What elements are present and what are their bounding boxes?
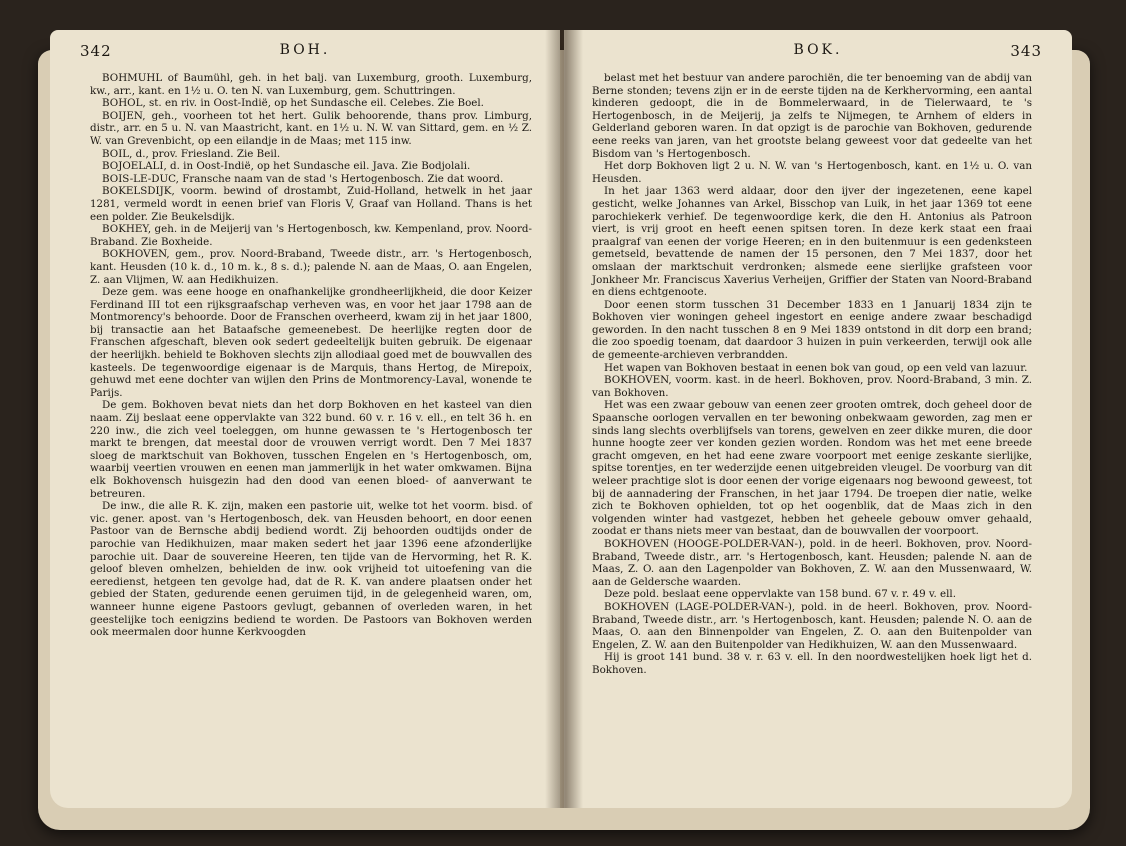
right-running-head: BOK. xyxy=(793,42,843,58)
paragraph: BOKELSDIJK, voorm. bewind of drostambt, Zuid-Holland, hetwelk in het jaar 1281, vermeld wordt in eenen brief van Floris V, Graaf van Holland. Thans is het een polder. Zie Beukelsdijk. xyxy=(90,185,532,223)
paragraph: Het wapen van Bokhoven bestaat in eenen bok van goud, op een veld van lazuur. xyxy=(604,361,1028,374)
paragraph: Het was een zwaar gebouw van eenen zeer grooten omtrek, doch geheel door de Spaansche oorlogen vervallen en ter bewoning onbekwaam geworden, zag men er sinds lang slechts overblijfsels van torens, gewelven en zeer dikke muren, die door hunne hoogte zeer ver konden gezien worden. Rondom was het met eene breede gracht omgeven, en het had eene zware voorpoort met eenige zeskante sierlijke, spitse torentjes, en ter wederzijde eenen uitgebreiden vleugel. De voorburg van dit weleer prachtige slot is door eenen der vorige eigenaars nog bewoond geweest, tot bij de aannadering der Franschen, in het jaar 1794. De troepen dier natie, welke zich te Bokhoven ophielden, tot op het oogenblik, dat de Maas zich in den volgenden winter had vastgezet, hebben het geheele gebouw omver gehaald, zoodat er thans niets meer van bestaat, dan de bouwvallen der voorpoort. xyxy=(592,399,1032,538)
paragraph: BOKHOVEN, gem., prov. Noord-Braband, Tweede distr., arr. 's Hertogenbosch, kant. Heusden (10 k. d., 10 m. k., 8 s. d.); palende N. aan de Maas, O. aan Engelen, Z. aan Vlijmen, W. aan Hedikhuizen. xyxy=(90,248,532,286)
left-page-text xyxy=(90,72,532,794)
paragraph: BOIJEN, geh., voorheen tot het hert. Gulik behoorende, thans prov. Limburg, distr., arr. en 5 u. N. van Maastricht, kant. en 1½ u. N. W. van Sittard, gem. en ½ Z. W. van Grevenbicht, op een eilandje in de Maas; met 115 inw. xyxy=(90,109,532,147)
right-page xyxy=(564,30,1072,808)
paragraph: BOKHOVEN (HOOGE-POLDER-VAN-), pold. in de heerl. Bokhoven, prov. Noord-Braband, Tweede distr., arr. 's Hertogenbosch, kant. Heusden; palende N. aan de Maas, Z. O. aan den Lagenpolder van Bokhoven, Z. W. aan den Mussenwaard, W. aan de Geldersche waarden. xyxy=(592,537,1032,588)
book-gutter xyxy=(545,30,583,808)
left-page-header xyxy=(80,30,530,64)
right-page-number: 343 xyxy=(1010,42,1042,60)
right-page-header xyxy=(594,30,1042,64)
paragraph: BOIS-LE-DUC, Fransche naam van de stad 's Hertogenbosch. Zie dat woord. xyxy=(102,172,504,185)
paragraph: BOKHOVEN, voorm. kast. in de heerl. Bokhoven, prov. Noord-Braband, 3 min. Z. van Bokhoven. xyxy=(592,374,1032,399)
paragraph: BOHMUHL of Baumühl, geh. in het balj. van Luxemburg, grooth. Luxemburg, kw., arr., kant. en 1½ u. O. ten N. van Luxemburg, gem. Schuttringen. xyxy=(90,72,532,97)
paragraph: Deze gem. was eene hooge en onafhankelijke grondheerlijkheid, die door Keizer Ferdinand III tot een rijksgraafschap verheven was, en voor het jaar 1798 aan de Montmorency's behoorde. Door de Franschen overheerd, kwam zij in het jaar 1800, bij transactie aan het Bataafsche gemeenebest. De heerlijke regten door de Franschen afgeschaft, bleven ook sedert gedeeltelijk buiten gebruik. De eigenaar der heerlijkh. behield te Bokhoven slechts zijn allodiaal goed met de bouwvallen des kasteels. De tegenwoordige eigenaar is de Marquis, thans Hertog, de Mirepoix, gehuwd met eene dochter van wijlen den Prins de Montmorency-Laval, wonende te Parijs. xyxy=(90,286,532,399)
right-page-text xyxy=(592,72,1032,794)
paragraph: Deze pold. beslaat eene oppervlakte van 158 bund. 67 v. r. 49 v. ell. xyxy=(604,588,956,601)
paragraph: In het jaar 1363 werd aldaar, door den ijver der ingezetenen, eene kapel gesticht, welke Johannes van Arkel, Bisschop van Luik, in het jaar 1369 tot eene parochiekerk verhief. De tegenwoordige kerk, die den H. Antonius als Patroon viert, is vrij groot en heeft eenen spitsen toren. In deze kerk staat een fraai praalgraf van eenen der vorige Heeren; en in den buitenmuur is een gedenksteen gemetseld, bevattende de namen der 15 personen, den 7 Mei 1837, door het omslaan der marktschuit verdronken; alsmede eene sierlijke grafsteen voor Jonkheer Mr. Franciscus Xaverius Verheijen, Griffier der Staten van Noord-Braband en diens echtgenoote. xyxy=(592,185,1032,299)
paragraph: BOKHEY, geh. in de Meijerij van 's Hertogenbosch, kw. Kempenland, prov. Noord-Braband. Zie Boxheide. xyxy=(90,223,532,248)
paragraph: BOHOL, st. en riv. in Oost-Indië, op het Sundasche eil. Celebes. Zie Boel. xyxy=(102,97,484,110)
paragraph: BOIL, d., prov. Friesland. Zie Beil. xyxy=(102,147,281,160)
paragraph: Hij is groot 141 bund. 38 v. r. 63 v. ell. In den noordwestelijken hoek ligt het d. Bokhoven. xyxy=(592,651,1032,676)
left-running-head: BOH. xyxy=(279,42,331,58)
paragraph: De inw., die alle R. K. zijn, maken een pastorie uit, welke tot het voorm. bisd. of vic. gener. apost. van 's Hertogenbosch, dek. van Heusden behoort, en door eenen Pastoor van de Bernsche abdij bediend wordt. Zij behoorden oudtijds onder de parochie van Hedikhuizen, maar maken sedert het jaar 1396 eene afzonderlijke parochie uit. Daar de souvereine Heeren, ten tijde van de Hervorming, het R. K. geloof bleven omhelzen, behielden de inw. ook vrijheid tot uitoefening van die eeredienst, hetgeen ten gevolge had, dat de R. K. van andere plaatsen onder het gebied der Staten, gedurende eenen geruimen tijd, in de gelegenheid waren, om, wanneer hunne eigene Pastoors gevlugt, gebannen of overleden waren, in het geestelijke toch eenigzins bediend te worden. De Pastoors van Bokhoven werden ook meermalen door hunne Kerkvoogden xyxy=(90,500,532,639)
left-page xyxy=(50,30,560,808)
paragraph: Door eenen storm tusschen 31 December 1833 en 1 Januarij 1834 zijn te Bokhoven vier woningen geheel ingestort en eenige andere zwaar beschadigd geworden. In den nacht tusschen 8 en 9 Mei 1839 ontstond in dit dorp een brand; die zoo spoedig toenam, dat daardoor 3 huizen in puin verkeerden, terwijl ook alle de gemeente-archieven verbrandden. xyxy=(592,298,1032,362)
paragraph: BOKHOVEN (LAGE-POLDER-VAN-), pold. in de heerl. Bokhoven, prov. Noord-Braband, Tweede distr., arr. 's Hertogenbosch, kant. Heusden; palende N. O. aan de Maas, O. aan den Binnenpolder van Engelen, Z. O. aan den Buitenpolder van Engelen, Z. W. aan den Buitenpolder van Hedikhuizen, W. aan den Mussenwaard. xyxy=(592,600,1032,651)
left-page-number: 342 xyxy=(80,42,112,60)
paragraph: De gem. Bokhoven bevat niets dan het dorp Bokhoven en het kasteel van dien naam. Zij beslaat eene oppervlakte van 322 bund. 60 v. r. 16 v. ell., en telt 36 h. en 220 inw., die zich veel toeleggen, om hunne gewassen te 's Hertogenbosch ter markt te brengen, dat meestal door de vrouwen verrigt wordt. Den 7 Mei 1837 sloeg de marktschuit van Bokhoven, tusschen Engelen en 's Hertogenbosch, om, waarbij veertien vrouwen en eenen man jammerlijk in het water omkwamen. Bijna elk Bokhovensch huisgezin had den dood van eenen bloed- of aanverwant te betreuren. xyxy=(90,399,532,500)
paragraph: BOJOELALI, d. in Oost-Indië, op het Sundasche eil. Java. Zie Bodjolali. xyxy=(102,160,471,173)
paragraph: Het dorp Bokhoven ligt 2 u. N. W. van 's Hertogenbosch, kant. en 1½ u. O. van Heusden. xyxy=(592,160,1032,185)
paragraph: belast met het bestuur van andere parochiën, die ter benoeming van de abdij van Berne stonden; tevens zijn er in de eerste tijden na de Kerkhervorming, een aantal kinderen gedoopt, die in de Bommelerwaard, in de Tielerwaard, te 's Hertogenbosch, in de Meijerij, ja zelfs te Nijmegen, te Arnhem of elders in Gelderland geboren waren. In dat opzigt is de parochie van Bokhoven, gedurende eene reeks van jaren, van het grootste belang geweest voor dat gedeelte van het Bisdom van 's Hertogenbosch. xyxy=(592,72,1032,160)
